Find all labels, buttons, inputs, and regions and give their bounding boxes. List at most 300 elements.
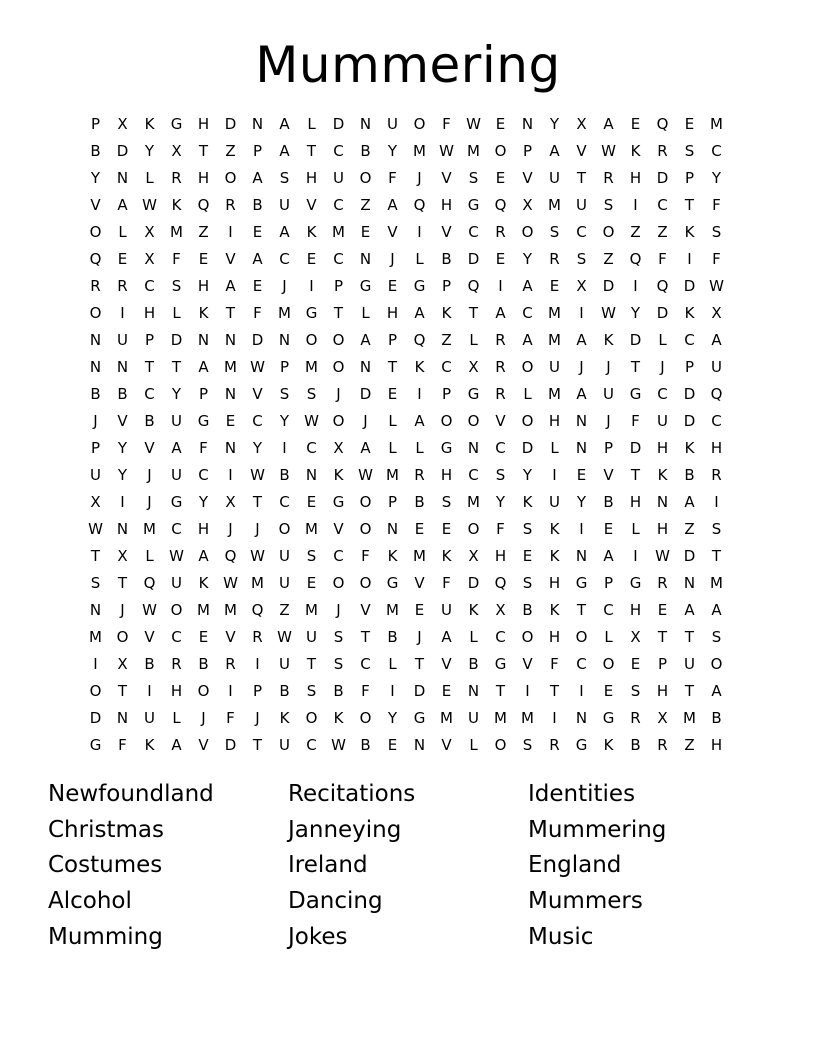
- grid-letter: O: [89, 682, 102, 700]
- grid-letter: L: [469, 628, 478, 646]
- grid-letter: J: [417, 169, 422, 187]
- grid-letter: B: [90, 385, 101, 403]
- grid-letter: V: [441, 169, 452, 187]
- grid-letter: I: [228, 466, 233, 484]
- grid-letter: D: [656, 169, 669, 187]
- grid-letter: O: [521, 223, 534, 241]
- grid-letter: K: [306, 223, 317, 241]
- grid-letter: X: [117, 115, 128, 133]
- grid-letter: H: [197, 277, 210, 295]
- grid-letter: A: [441, 628, 452, 646]
- grid-row: [82, 192, 730, 219]
- grid-letter: I: [525, 682, 530, 700]
- grid-letter: K: [414, 358, 425, 376]
- grid-letter: E: [198, 628, 209, 646]
- grid-letter: N: [89, 601, 102, 619]
- grid-letter: G: [629, 574, 642, 592]
- grid-letter: G: [467, 385, 480, 403]
- grid-letter: W: [277, 628, 292, 646]
- grid-letter: R: [171, 655, 182, 673]
- grid-row: [82, 381, 730, 408]
- grid-letter: L: [145, 169, 154, 187]
- word-list-item: Alcohol: [48, 888, 132, 915]
- grid-letter: L: [388, 439, 397, 457]
- grid-letter: P: [684, 358, 695, 376]
- grid-letter: R: [495, 358, 506, 376]
- grid-letter: Q: [413, 331, 426, 349]
- grid-letter: R: [630, 709, 641, 727]
- grid-letter: S: [306, 682, 317, 700]
- grid-letter: C: [495, 439, 506, 457]
- grid-row: [82, 300, 730, 327]
- grid-letter: C: [576, 655, 587, 673]
- grid-letter: O: [170, 601, 183, 619]
- word-list-item: England: [528, 852, 622, 879]
- grid-letter: J: [336, 601, 341, 619]
- grid-letter: C: [441, 358, 452, 376]
- grid-letter: L: [361, 304, 370, 322]
- grid-letter: D: [629, 439, 642, 457]
- grid-letter: T: [684, 196, 695, 214]
- grid-letter: Q: [224, 547, 237, 565]
- grid-letter: L: [388, 655, 397, 673]
- grid-letter: V: [495, 412, 506, 430]
- grid-letter: I: [552, 709, 557, 727]
- grid-letter: M: [386, 466, 399, 484]
- grid-letter: Q: [494, 574, 507, 592]
- grid-letter: L: [388, 412, 397, 430]
- grid-letter: H: [440, 466, 453, 484]
- grid-letter: E: [549, 277, 560, 295]
- grid-letter: T: [387, 358, 398, 376]
- word-list-item: Mummering: [528, 816, 667, 843]
- grid-letter: I: [120, 493, 125, 511]
- grid-letter: N: [89, 331, 102, 349]
- grid-letter: L: [658, 331, 667, 349]
- grid-letter: P: [90, 439, 101, 457]
- grid-letter: G: [467, 196, 480, 214]
- grid-letter: H: [143, 304, 156, 322]
- grid-letter: C: [360, 655, 371, 673]
- grid-letter: Z: [441, 331, 452, 349]
- grid-letter: J: [363, 412, 368, 430]
- grid-letter: O: [359, 169, 372, 187]
- grid-letter: C: [306, 439, 317, 457]
- grid-letter: V: [522, 169, 533, 187]
- grid-letter: O: [494, 142, 507, 160]
- grid-letter: A: [225, 277, 236, 295]
- grid-letter: W: [439, 142, 454, 160]
- grid-letter: Z: [198, 223, 209, 241]
- grid-letter: A: [198, 547, 209, 565]
- grid-letter: W: [304, 412, 319, 430]
- grid-letter: G: [440, 439, 453, 457]
- grid-letter: M: [683, 709, 696, 727]
- grid-letter: E: [522, 547, 533, 565]
- grid-letter: F: [442, 574, 451, 592]
- grid-letter: I: [687, 250, 692, 268]
- grid-letter: W: [601, 304, 616, 322]
- grid-letter: G: [494, 655, 507, 673]
- grid-letter: D: [467, 574, 480, 592]
- grid-letter: I: [309, 277, 314, 295]
- grid-letter: N: [224, 385, 237, 403]
- grid-letter: B: [90, 142, 101, 160]
- grid-letter: C: [603, 601, 614, 619]
- grid-letter: O: [359, 520, 372, 538]
- grid-letter: M: [332, 223, 345, 241]
- grid-letter: V: [198, 736, 209, 754]
- grid-letter: Y: [549, 115, 560, 133]
- grid-letter: V: [387, 223, 398, 241]
- grid-letter: L: [469, 331, 478, 349]
- grid-letter: E: [225, 412, 236, 430]
- grid-letter: P: [252, 682, 263, 700]
- grid-letter: P: [441, 385, 452, 403]
- grid-letter: X: [144, 223, 155, 241]
- grid-letter: O: [467, 412, 480, 430]
- grid-letter: P: [90, 115, 101, 133]
- grid-letter: M: [548, 331, 561, 349]
- grid-letter: R: [495, 223, 506, 241]
- grid-letter: O: [494, 736, 507, 754]
- grid-letter: O: [602, 223, 615, 241]
- grid-letter: K: [630, 142, 641, 160]
- grid-letter: E: [198, 250, 209, 268]
- grid-letter: E: [684, 115, 695, 133]
- grid-letter: C: [171, 520, 182, 538]
- grid-letter: H: [170, 682, 183, 700]
- grid-letter: Y: [576, 493, 587, 511]
- grid-letter: X: [630, 628, 641, 646]
- grid-row: [82, 570, 730, 597]
- grid-letter: R: [225, 655, 236, 673]
- grid-letter: J: [606, 412, 611, 430]
- grid-letter: V: [414, 574, 425, 592]
- grid-letter: E: [252, 277, 263, 295]
- grid-letter: D: [224, 115, 237, 133]
- grid-letter: B: [252, 196, 263, 214]
- word-list-item: Identities: [528, 781, 636, 807]
- grid-letter: A: [279, 115, 290, 133]
- grid-letter: S: [522, 736, 533, 754]
- grid-letter: K: [603, 331, 614, 349]
- grid-letter: R: [414, 466, 425, 484]
- grid-letter: J: [93, 412, 98, 430]
- grid-letter: F: [496, 520, 505, 538]
- grid-letter: P: [522, 142, 533, 160]
- grid-letter: M: [521, 709, 534, 727]
- grid-letter: A: [279, 223, 290, 241]
- grid-row: [82, 111, 730, 138]
- grid-letter: H: [494, 547, 507, 565]
- grid-letter: A: [252, 169, 263, 187]
- grid-letter: M: [170, 223, 183, 241]
- grid-letter: V: [603, 466, 614, 484]
- grid-letter: D: [467, 250, 480, 268]
- grid-letter: U: [549, 358, 560, 376]
- grid-letter: M: [305, 358, 318, 376]
- grid-letter: M: [413, 547, 426, 565]
- grid-letter: P: [441, 277, 452, 295]
- grid-letter: X: [522, 196, 533, 214]
- grid-letter: M: [548, 385, 561, 403]
- grid-letter: I: [633, 277, 638, 295]
- grid-letter: K: [684, 223, 695, 241]
- grid-letter: V: [306, 196, 317, 214]
- grid-row: [82, 138, 730, 165]
- grid-letter: N: [575, 709, 588, 727]
- grid-letter: Y: [522, 466, 533, 484]
- grid-letter: D: [656, 304, 669, 322]
- grid-letter: Y: [171, 385, 182, 403]
- grid-letter: L: [415, 250, 424, 268]
- grid-letter: N: [413, 736, 426, 754]
- grid-letter: X: [576, 115, 587, 133]
- grid-letter: F: [172, 250, 181, 268]
- grid-letter: R: [657, 574, 668, 592]
- grid-letter: S: [495, 466, 506, 484]
- word-list-item: Janneying: [288, 816, 402, 843]
- grid-letter: C: [279, 493, 290, 511]
- grid-letter: J: [147, 466, 152, 484]
- grid-letter: S: [90, 574, 101, 592]
- grid-letter: W: [142, 601, 157, 619]
- grid-letter: V: [225, 628, 236, 646]
- grid-letter: C: [144, 277, 155, 295]
- grid-letter: C: [684, 331, 695, 349]
- grid-letter: I: [147, 682, 152, 700]
- grid-letter: A: [684, 601, 695, 619]
- grid-letter: V: [441, 655, 452, 673]
- grid-letter: Z: [360, 196, 371, 214]
- grid-letter: Q: [413, 196, 426, 214]
- grid-letter: G: [575, 574, 588, 592]
- grid-letter: H: [629, 493, 642, 511]
- grid-letter: Q: [89, 250, 102, 268]
- grid-letter: X: [117, 547, 128, 565]
- grid-letter: H: [710, 736, 723, 754]
- grid-letter: A: [171, 439, 182, 457]
- grid-letter: E: [414, 601, 425, 619]
- grid-letter: Z: [657, 223, 668, 241]
- grid-letter: H: [656, 439, 669, 457]
- grid-letter: G: [413, 709, 426, 727]
- grid-letter: T: [360, 628, 371, 646]
- grid-letter: P: [684, 169, 695, 187]
- grid-letter: D: [683, 547, 696, 565]
- grid-letter: N: [467, 682, 480, 700]
- grid-letter: Z: [684, 736, 695, 754]
- grid-letter: U: [549, 169, 560, 187]
- grid-letter: A: [387, 196, 398, 214]
- grid-letter: G: [197, 412, 210, 430]
- grid-letter: R: [171, 169, 182, 187]
- grid-letter: B: [711, 709, 722, 727]
- grid-letter: O: [710, 655, 723, 673]
- grid-letter: X: [171, 142, 182, 160]
- grid-letter: M: [305, 520, 318, 538]
- grid-letter: Z: [603, 250, 614, 268]
- grid-row: [82, 165, 730, 192]
- grid-letter: G: [629, 385, 642, 403]
- grid-letter: O: [224, 169, 237, 187]
- grid-letter: N: [224, 331, 237, 349]
- grid-letter: W: [169, 547, 184, 565]
- grid-letter: K: [171, 196, 182, 214]
- grid-letter: S: [279, 169, 290, 187]
- grid-letter: B: [468, 655, 479, 673]
- grid-letter: E: [495, 115, 506, 133]
- grid-letter: P: [333, 277, 344, 295]
- grid-letter: F: [550, 655, 559, 673]
- grid-letter: V: [225, 250, 236, 268]
- grid-letter: N: [683, 574, 696, 592]
- grid-letter: O: [305, 709, 318, 727]
- grid-letter: C: [306, 736, 317, 754]
- grid-letter: W: [466, 115, 481, 133]
- grid-letter: T: [549, 682, 560, 700]
- grid-letter: O: [332, 574, 345, 592]
- grid-letter: F: [361, 547, 370, 565]
- grid-letter: E: [441, 682, 452, 700]
- grid-letter: D: [89, 709, 102, 727]
- grid-letter: W: [250, 466, 265, 484]
- grid-letter: M: [548, 304, 561, 322]
- grid-letter: T: [306, 655, 317, 673]
- grid-row: [82, 246, 730, 273]
- grid-letter: R: [117, 277, 128, 295]
- grid-letter: D: [602, 277, 615, 295]
- grid-letter: H: [629, 169, 642, 187]
- grid-letter: K: [549, 547, 560, 565]
- grid-letter: A: [522, 277, 533, 295]
- grid-letter: A: [117, 196, 128, 214]
- grid-letter: R: [549, 736, 560, 754]
- grid-letter: S: [684, 142, 695, 160]
- grid-letter: Y: [117, 439, 128, 457]
- grid-row: [82, 489, 730, 516]
- grid-letter: N: [575, 439, 588, 457]
- grid-letter: C: [711, 412, 722, 430]
- grid-letter: F: [631, 412, 640, 430]
- grid-letter: A: [414, 412, 425, 430]
- grid-letter: E: [387, 736, 398, 754]
- grid-letter: A: [360, 331, 371, 349]
- grid-letter: E: [495, 169, 506, 187]
- grid-row: [82, 678, 730, 705]
- grid-letter: D: [521, 439, 534, 457]
- grid-letter: S: [522, 574, 533, 592]
- grid-letter: I: [255, 655, 260, 673]
- grid-letter: T: [333, 304, 344, 322]
- grid-letter: O: [332, 331, 345, 349]
- grid-letter: H: [197, 520, 210, 538]
- word-list-item: Dancing: [288, 888, 383, 915]
- grid-letter: D: [629, 331, 642, 349]
- grid-letter: N: [359, 250, 372, 268]
- grid-letter: D: [116, 142, 129, 160]
- grid-letter: N: [575, 547, 588, 565]
- grid-letter: G: [89, 736, 102, 754]
- grid-letter: V: [117, 412, 128, 430]
- grid-letter: K: [468, 601, 479, 619]
- grid-letter: Z: [630, 223, 641, 241]
- grid-letter: I: [417, 385, 422, 403]
- grid-letter: E: [306, 493, 317, 511]
- page-title: Mummering: [255, 36, 561, 94]
- grid-letter: E: [414, 520, 425, 538]
- grid-letter: I: [228, 223, 233, 241]
- grid-letter: T: [252, 736, 263, 754]
- grid-letter: A: [711, 601, 722, 619]
- grid-letter: A: [549, 142, 560, 160]
- grid-letter: K: [522, 493, 533, 511]
- grid-letter: N: [359, 358, 372, 376]
- grid-letter: E: [576, 466, 587, 484]
- grid-letter: X: [468, 547, 479, 565]
- grid-letter: U: [144, 709, 155, 727]
- grid-letter: Y: [252, 439, 263, 457]
- grid-row: [82, 273, 730, 300]
- grid-letter: I: [282, 439, 287, 457]
- grid-letter: S: [468, 169, 479, 187]
- grid-letter: A: [576, 331, 587, 349]
- grid-letter: U: [306, 628, 317, 646]
- word-column: [288, 777, 528, 956]
- grid-letter: E: [441, 520, 452, 538]
- grid-letter: T: [495, 682, 506, 700]
- grid-letter: X: [576, 277, 587, 295]
- grid-letter: A: [684, 493, 695, 511]
- grid-letter: T: [684, 628, 695, 646]
- grid-letter: O: [89, 223, 102, 241]
- grid-letter: P: [144, 331, 155, 349]
- grid-letter: M: [251, 574, 264, 592]
- grid-letter: N: [116, 709, 129, 727]
- grid-letter: H: [197, 169, 210, 187]
- grid-letter: S: [333, 628, 344, 646]
- grid-letter: Q: [710, 385, 723, 403]
- grid-letter: B: [414, 493, 425, 511]
- grid-letter: C: [333, 196, 344, 214]
- grid-letter: X: [144, 250, 155, 268]
- grid-letter: S: [306, 547, 317, 565]
- grid-letter: O: [278, 520, 291, 538]
- grid-letter: T: [630, 358, 641, 376]
- grid-letter: T: [468, 304, 479, 322]
- grid-letter: U: [657, 412, 668, 430]
- grid-letter: R: [90, 277, 101, 295]
- grid-letter: M: [710, 115, 723, 133]
- grid-letter: G: [305, 304, 318, 322]
- grid-letter: R: [495, 331, 506, 349]
- grid-row: [82, 354, 730, 381]
- grid-letter: V: [144, 628, 155, 646]
- grid-letter: A: [360, 439, 371, 457]
- grid-letter: Q: [251, 601, 264, 619]
- grid-letter: K: [603, 736, 614, 754]
- grid-letter: E: [603, 520, 614, 538]
- grid-letter: A: [711, 682, 722, 700]
- grid-letter: T: [117, 574, 128, 592]
- grid-letter: H: [710, 439, 723, 457]
- grid-letter: T: [252, 493, 263, 511]
- grid-letter: D: [359, 385, 372, 403]
- grid-letter: L: [631, 520, 640, 538]
- grid-letter: W: [250, 358, 265, 376]
- grid-letter: F: [199, 439, 208, 457]
